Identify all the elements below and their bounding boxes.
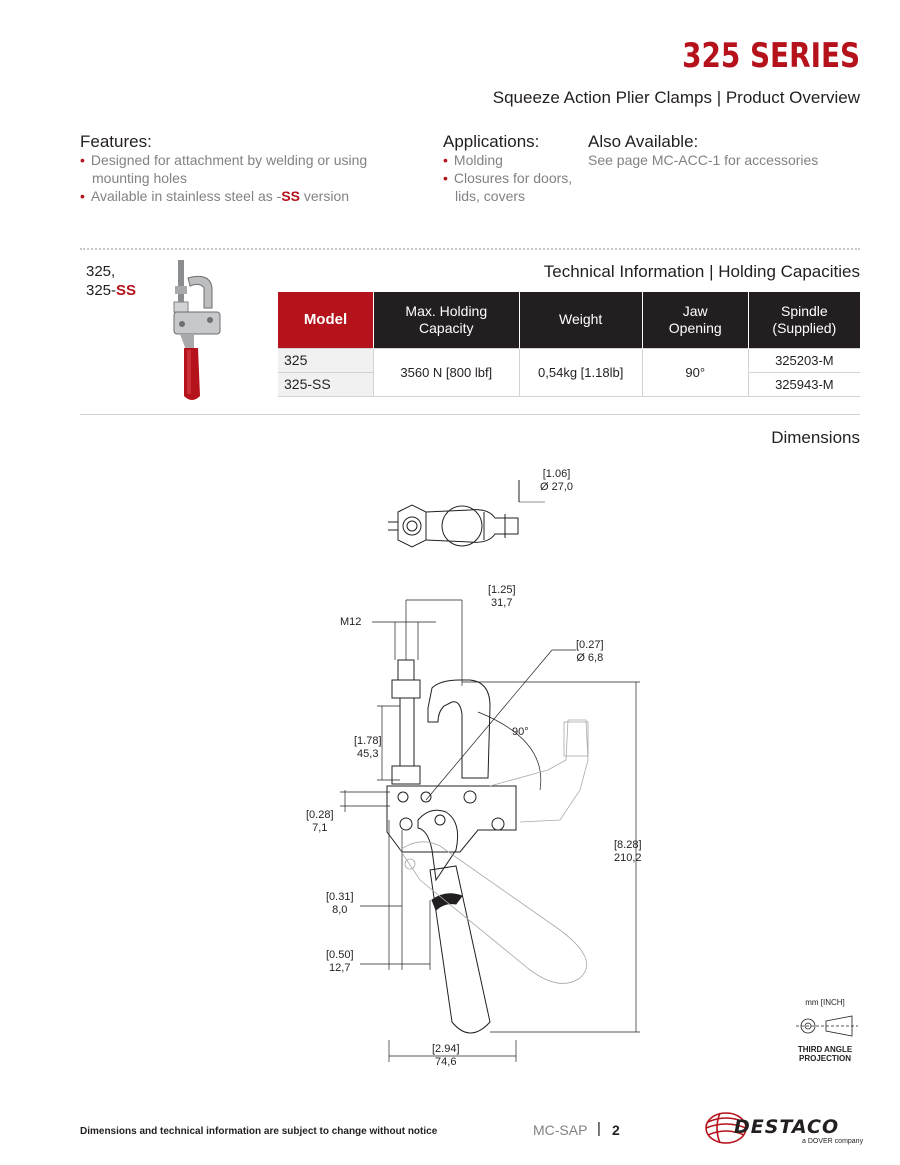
dim-diameter-27: [1.06] Ø 27,0 — [540, 468, 574, 493]
dimensions-title: Dimensions — [771, 428, 860, 447]
application-item: • Closures for doors, lids, covers — [443, 170, 573, 204]
page-subtitle: Squeeze Action Plier Clamps | Product Overview — [492, 88, 860, 107]
cell-spindle: 325203-M — [748, 348, 860, 372]
header-model: Model — [278, 292, 373, 348]
dim-31-7: [1.25] 31,7 — [488, 584, 516, 609]
also-available-text: See page MC-ACC-1 for accessories — [588, 152, 819, 168]
header-spindle: Spindle (Supplied) — [748, 292, 860, 348]
dimension-lines — [340, 600, 640, 1062]
logo-wordmark: DESTACO — [734, 1116, 840, 1138]
tech-info-title: Technical Information | Holding Capacities — [543, 262, 860, 281]
dim-12-7: [0.50] 12,7 — [326, 949, 354, 974]
cell-spindle: 325943-M — [748, 372, 860, 396]
product-model-label: 325, 325-SS — [86, 263, 137, 299]
page-code: MC-SAP — [533, 1122, 588, 1138]
projection-legend — [790, 998, 860, 1063]
dim-7-1: [0.28] 7,1 — [306, 809, 334, 834]
bullet-icon: • — [80, 188, 85, 204]
application-item: • Molding — [443, 152, 503, 168]
projection-label: THIRD ANGLE PROJECTION — [797, 1045, 853, 1063]
bullet-icon: • — [80, 152, 85, 168]
dim-8-0: [0.31] 8,0 — [326, 891, 354, 916]
dim-m12: M12 — [340, 616, 362, 628]
features-heading: Features: — [80, 132, 152, 151]
dim-diameter-6-8: [0.27] Ø 6,8 — [576, 639, 604, 664]
units-label: mm [INCH] — [805, 998, 845, 1007]
destaco-logo — [704, 1108, 864, 1150]
cell-capacity: 3560 N [800 lbf] — [373, 348, 519, 396]
disclaimer-text: Dimensions and technical information are subject to change without notice — [80, 1126, 438, 1137]
bullet-icon: • — [443, 152, 448, 168]
feature-item: • Designed for attachment by welding or using mounting holes — [80, 152, 368, 186]
logo-subtitle: a DOVER company — [802, 1138, 864, 1145]
cell-model: 325-SS — [278, 372, 373, 396]
dim-45-3: [1.78] 45,3 — [354, 735, 382, 760]
series-title: 325 SERIES — [681, 36, 860, 76]
cell-model: 325 — [278, 348, 373, 372]
dim-210-2: [8.28] 210,2 — [614, 839, 642, 864]
page-separator: | — [597, 1120, 601, 1137]
top-view-drawing — [388, 480, 545, 547]
applications-heading: Applications: — [443, 132, 540, 151]
dim-angle-90: 90° — [512, 726, 529, 738]
cell-jaw: 90° — [642, 348, 748, 396]
header-weight: Weight — [519, 292, 642, 348]
dim-74-6: [2.94] 74,6 — [432, 1043, 460, 1068]
feature-item: • Available in stainless steel as -SS version — [80, 188, 350, 204]
header-capacity: Max. Holding Capacity — [373, 292, 519, 348]
header-jaw: Jaw Opening — [642, 292, 748, 348]
cell-weight: 0,54kg [1.18lb] — [519, 348, 642, 396]
also-available-heading: Also Available: — [588, 132, 699, 151]
bullet-icon: • — [443, 170, 448, 186]
page-number: 2 — [612, 1122, 620, 1138]
